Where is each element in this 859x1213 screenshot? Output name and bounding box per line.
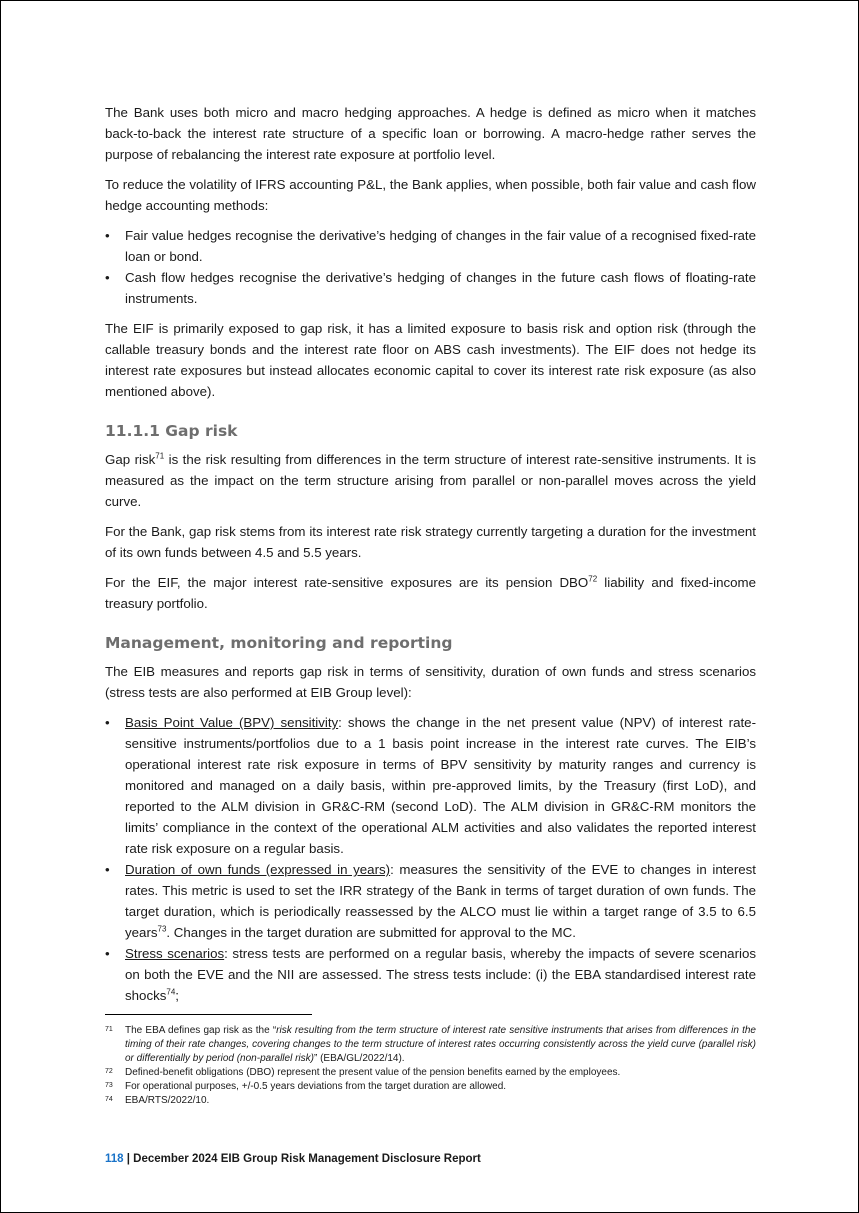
footnote-text-end: ” (EBA/GL/2022/14).: [313, 1053, 405, 1064]
bullet-icon: •: [105, 270, 110, 285]
intro-paragraph-3: The EIF is primarily exposed to gap risk, it has a limited exposure to basis risk and option risk (through the callable treasury bonds and the interest rate floor on ABS cash investments). The EIF does not hedge its interest rate exposures but instead allocates economic capital to cover its interest rate risk exposure (as also mentioned above).: [105, 321, 756, 399]
eif-exposure-lead: For the EIF, the major interest rate-sensitive exposures are its pension DBO: [105, 575, 589, 590]
bullet-icon: •: [105, 715, 110, 730]
gap-risk-paragraph-2: For the Bank, gap risk stems from its interest rate risk strategy currently targeting a duration for the investment of its own funds between 4.5 and 5.5 years.: [105, 524, 756, 560]
gap-risk-paragraph-1: [105, 449, 756, 512]
footnote-71: [105, 1024, 756, 1066]
list-item: [105, 859, 756, 943]
footnotes: [105, 1024, 756, 1108]
list-item-text: Fair value hedges recognise the derivative’s hedging of changes in the fair value of a recognised fixed-rate loan or bond.: [125, 228, 756, 264]
report-title: December 2024 EIB Group Risk Management Disclosure Report: [133, 1153, 481, 1165]
intro-paragraph-2: To reduce the volatility of IFRS accounting P&L, the Bank applies, when possible, both fair value and cash flow hedge accounting methods:: [105, 177, 756, 213]
management-heading: Management, monitoring and reporting: [105, 634, 453, 652]
footnote-ref-74[interactable]: 74: [166, 987, 176, 997]
footnote-text: Defined-benefit obligations (DBO) represent the present value of the pension benefits earned by the employees.: [125, 1067, 621, 1078]
stress-term: Stress scenarios: [125, 946, 225, 961]
gap-risk-lead: Gap risk: [105, 452, 156, 467]
bullet-icon: •: [105, 228, 110, 243]
footnote-number: 74: [105, 1096, 113, 1103]
page-footer: [105, 1153, 481, 1165]
footnote-ref-72[interactable]: 72: [588, 574, 598, 584]
gap-risk-text: is the risk resulting from differences in the term structure of interest rate-sensitive instruments. It is measured as the impact on the term structure arising from parallel or non-parallel moves across the yield curve.: [105, 452, 756, 509]
footnote-ref-71[interactable]: 71: [155, 451, 165, 461]
stress-text-end: ;: [175, 988, 179, 1003]
footnote-number: 73: [105, 1082, 113, 1089]
list-item: [105, 943, 756, 1006]
gap-risk-heading: 11.1.1 Gap risk: [105, 422, 238, 440]
footnote-number: 71: [105, 1026, 113, 1033]
duration-term: Duration of own funds (expressed in years): [125, 862, 391, 877]
bullet-icon: •: [105, 862, 110, 877]
footnote-text: For operational purposes, +/-0.5 years deviations from the target duration are allowed.: [125, 1081, 507, 1092]
footnote-text: EBA/RTS/2022/10.: [125, 1095, 210, 1106]
main-content: [105, 102, 756, 1015]
duration-text-end: . Changes in the target duration are submitted for approval to the MC.: [166, 925, 576, 940]
footnote-divider: [105, 1014, 312, 1015]
footnote-text: The EBA defines gap risk as the “: [125, 1025, 277, 1036]
list-item: [105, 712, 756, 859]
footnote-72: [105, 1066, 756, 1080]
footnote-ref-73[interactable]: 73: [157, 924, 167, 934]
footnote-74: [105, 1094, 756, 1108]
duration-text: : measures the sensitivity of the EVE to changes in interest rates. This metric is used to set the IRR strategy of the Bank in terms of target duration of own funds. The target duration, which is periodically reassessed by the ALCO must lie within a target range of 3.5 to 6.5 years: [125, 862, 756, 940]
hedge-methods-list: [105, 225, 756, 309]
list-item-text: Cash flow hedges recognise the derivative’s hedging of changes in the future cash flows of floating-rate instruments.: [125, 270, 756, 306]
intro-paragraph-1: The Bank uses both micro and macro hedging approaches. A hedge is defined as micro when it matches back-to-back the interest rate structure of a specific loan or borrowing. A macro-hedge rather serves the purpose of rebalancing the interest rate exposure at portfolio level.: [105, 105, 756, 162]
stress-text: : stress tests are performed on a regular basis, whereby the impacts of severe scenarios on both the EVE and the NII are assessed. The stress tests include: (i) the EBA standardised interest rate shocks: [125, 946, 756, 1003]
page-number: 118: [105, 1153, 124, 1165]
footnote-number: 72: [105, 1068, 113, 1075]
bullet-icon: •: [105, 946, 110, 961]
bpv-term: Basis Point Value (BPV) sensitivity: [125, 715, 339, 730]
bpv-text: : shows the change in the net present value (NPV) of interest rate-sensitive instruments/portfolios due to a 1 basis point increase in the interest rate curves. The EIB’s operational interest rate risk exposure in terms of BPV sensitivity by maturity ranges and currency is monitored and managed on a daily basis, within pre-approved limits, by the Treasury (first LoD), and reported to the ALM division in GR&C-RM (second LoD). The ALM division in GR&C-RM monitors the limits’ compliance in the context of the operational ALM activities and also validates the reported interest rate risk exposure on a regular basis.: [125, 715, 757, 856]
list-item: [105, 225, 756, 267]
list-item: [105, 267, 756, 309]
measures-list: [105, 712, 756, 1006]
eif-exposure-text: liability and fixed-income treasury portfolio.: [105, 575, 757, 611]
footer-separator: |: [123, 1153, 134, 1165]
footnote-73: [105, 1080, 756, 1094]
footnote-quote: risk resulting from the term structure of interest rate sensitive instruments that arises from differences in the timing of their rate changes, covering changes to the term structure of interest rates occurring consistently across the yield curve (parallel risk) or differentially by period (non-parallel risk): [125, 1025, 756, 1064]
management-paragraph-1: The EIB measures and reports gap risk in terms of sensitivity, duration of own funds and stress scenarios (stress tests are also performed at EIB Group level):: [105, 664, 756, 700]
gap-risk-paragraph-3: [105, 572, 756, 614]
